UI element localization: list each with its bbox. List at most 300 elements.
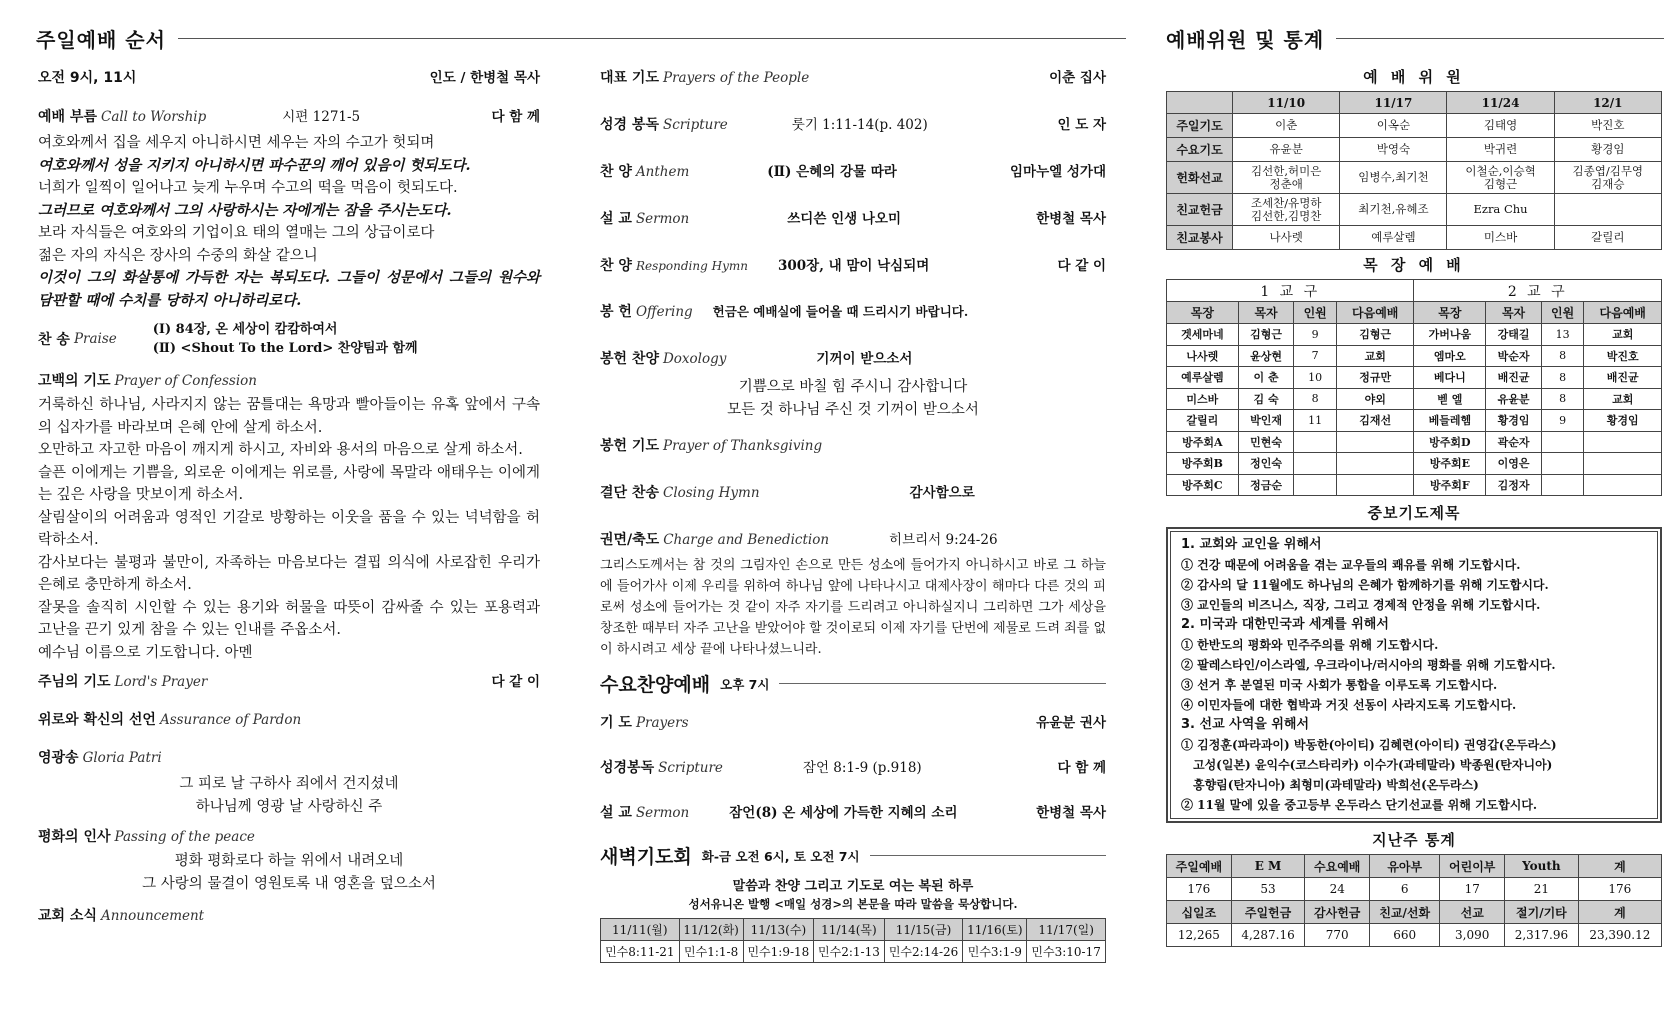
mokjang-header-cell: 목장 (1414, 302, 1486, 324)
stats-value-cell: 660 (1370, 924, 1440, 947)
mokjang-cell: 김형근 (1336, 324, 1414, 346)
call-to-worship (38, 105, 540, 126)
confession-text (38, 394, 540, 664)
doxology-text (600, 376, 1106, 421)
praise-en: Praise (73, 331, 117, 347)
mokjang-cell: 8 (1541, 367, 1584, 389)
committee-row (1167, 138, 1662, 162)
mokjang-cell (1541, 453, 1584, 475)
dawn-ref: 민수1:9-18 (743, 941, 814, 963)
mokjang-cell: 예루살렘 (1167, 367, 1239, 389)
mokjang-cell: 정금순 (1238, 474, 1294, 496)
stats-value-cell: 12,265 (1167, 924, 1232, 947)
mokjang-cell: 방주회C (1167, 474, 1239, 496)
peace-line: 그 사랑의 물결이 영원토록 내 영혼을 덮으소서 (142, 875, 436, 892)
committee-table (1166, 91, 1662, 250)
mokjang-header-cell: 목자 (1486, 302, 1542, 324)
mokjang-header-cell: 목자 (1238, 302, 1294, 324)
peace-line: 평화 평화로다 하늘 위에서 내려오네 (174, 853, 404, 869)
mokjang-cell: 벧 엘 (1414, 388, 1486, 410)
benediction (600, 528, 1106, 549)
committee-cell: 김태영 (1447, 114, 1554, 138)
committee-cell: 황경임 (1554, 138, 1661, 162)
mokjang-cell (1294, 453, 1337, 475)
stats-header-cell: E M (1231, 855, 1305, 878)
dawn-day: 11/12(화) (679, 919, 743, 941)
mokjang-cell: 9 (1541, 410, 1584, 432)
scripture (600, 113, 1106, 134)
anthem-en: Anthem (635, 164, 690, 180)
mokjang-cell: 갈릴리 (1167, 410, 1239, 432)
mokjang-cell: 정규만 (1336, 367, 1414, 389)
pray-heading: 3. 선교 사역을 위해서 (1181, 717, 1310, 732)
pray-item: 고성(일본) 윤익수(코스타리카) 이수가(과테말라) 박종원(탄자니아) (1193, 758, 1553, 772)
pray-item: ① 김정훈(파라과이) 박동한(아이티) 김혜련(아이티) 권영갑(온두라스) (1181, 738, 1557, 752)
confession-line: 살림살이의 어려움과 영적인 기갈로 방황하는 이웃을 품을 수 있는 넉넉함을 허락하소서. (38, 509, 540, 548)
gloria (38, 747, 540, 767)
mokjang-cell: 김정자 (1486, 474, 1542, 496)
confession (38, 370, 540, 390)
doxology (600, 347, 1106, 368)
mokjang-cell (1336, 474, 1414, 496)
dawn-table (600, 918, 1106, 963)
pray-heading: 2. 미국과 대한민국과 세계를 위해서 (1181, 617, 1389, 632)
mokjang-header-cell: 인원 (1541, 302, 1584, 324)
dawn-ref: 민수8:11-21 (601, 941, 680, 963)
lords-who: 다 같 이 (491, 674, 540, 690)
stats-header-cell: 어린이부 (1440, 855, 1505, 878)
call-line: 여호와께서 집을 세우지 아니하시면 세우는 자의 수고가 헛되며 (38, 135, 435, 151)
pray-box (1166, 527, 1662, 823)
doxology-en: Doxology (662, 351, 727, 367)
stats-value-cell: 17 (1440, 878, 1505, 901)
sermon-who: 한병철 목사 (1036, 211, 1106, 227)
mokjang-cell: 미스바 (1167, 388, 1239, 410)
resp-title: 300장, 내 맘이 낙심되며 (777, 258, 930, 274)
committee-role: 헌화선교 (1167, 162, 1233, 194)
mokjang-cell: 황경임 (1486, 410, 1542, 432)
sermon-ko: 설 교 (600, 211, 632, 227)
peace-en: Passing of the peace (114, 829, 255, 845)
stats-header-cell: 유아부 (1370, 855, 1440, 878)
stats-value-cell: 176 (1578, 878, 1661, 901)
scripture-en: Scripture (662, 117, 728, 133)
stats-values2 (1167, 924, 1662, 947)
mokjang-cell: 교회 (1336, 345, 1414, 367)
mokjang-headers (1167, 302, 1662, 324)
thanksgiving (600, 435, 1106, 455)
assurance-en: Assurance of Pardon (159, 712, 302, 728)
confession-line: 거룩하신 하나님, 사라지지 않는 꿈틀대는 욕망과 빨아들이는 유혹 앞에서 구속의 십자가를 바라보며 은혜 안에 살게 하소서. (38, 397, 540, 436)
stats-header-cell: 주일헌금 (1231, 901, 1305, 924)
committee-cell: 박진호 (1554, 114, 1661, 138)
doxology-ko: 봉헌 찬양 (600, 351, 659, 367)
dawn-days-row (601, 919, 1106, 941)
mokjang-cell: 나사렛 (1167, 345, 1239, 367)
mokjang-cell: 방주회A (1167, 431, 1239, 453)
call-ref: 시편 1271-5 (282, 109, 361, 125)
wed-scripture (600, 756, 1106, 777)
mokjang-body (1167, 324, 1662, 496)
pray-item: 홍향림(탄자니아) 최형미(과테말라) 박희선(온두라스) (1193, 778, 1479, 792)
dawn-day: 11/14(목) (814, 919, 885, 941)
committee-date: 12/1 (1554, 92, 1661, 114)
committee-row (1167, 114, 1662, 138)
committee-cell: 갈릴리 (1554, 226, 1661, 250)
wsermon-who: 한병철 목사 (1036, 805, 1106, 821)
stats-value-cell: 24 (1305, 878, 1370, 901)
stats-header2 (1167, 901, 1662, 924)
mokjang-cell: 배진균 (1584, 367, 1662, 389)
mokjang-cell: 교회 (1584, 388, 1662, 410)
committee-cell: Ezra Chu (1447, 194, 1554, 226)
pray-item: ② 감사의 달 11월에도 하나님의 은혜가 함께하기를 위해 기도합시다. (1181, 578, 1549, 592)
mokjang-cell: 방주회F (1414, 474, 1486, 496)
dawn-ref: 민수1:1-8 (679, 941, 743, 963)
mokjang-cell: 김 숙 (1238, 388, 1294, 410)
scripture-ko: 성경 봉독 (600, 117, 659, 133)
wsermon-en: Sermon (635, 805, 690, 821)
dawn-ref: 민수2:1-13 (814, 941, 885, 963)
wed-header (600, 670, 1106, 697)
scripture-ref: 룻기 1:11-14(p. 402) (791, 117, 928, 133)
stats-header-cell: 선교 (1440, 901, 1505, 924)
dawn-header (600, 842, 1106, 869)
mokjang-title: 목 장 예 배 (1363, 256, 1465, 274)
gu2-label: 2 교 구 (1414, 280, 1662, 302)
resp-who: 다 같 이 (1057, 258, 1106, 274)
dawn-day: 11/17(일) (1027, 919, 1106, 941)
mokjang-cell: 가버나움 (1414, 324, 1486, 346)
anthem-ko: 찬 양 (600, 164, 632, 180)
call-line: 보라 자식들은 여호와의 기업이요 태의 열매는 그의 상급이로다 (38, 225, 435, 241)
closing-en: Closing Hymn (662, 485, 760, 501)
stats-header1 (1167, 855, 1662, 878)
stats-value-cell: 6 (1370, 878, 1440, 901)
closing-title: 감사함으로 (909, 485, 975, 501)
committee-cell: 예루살렘 (1340, 226, 1447, 250)
dawn-ref: 민수2:14-26 (884, 941, 963, 963)
mokjang-header-cell: 다음예배 (1584, 302, 1662, 324)
mokjang-cell: 황경임 (1584, 410, 1662, 432)
dawn-title: 새벽기도회 (600, 846, 692, 868)
pray-title: 중보기도제목 (1367, 504, 1461, 522)
mokjang-cell: 박인재 (1238, 410, 1294, 432)
assurance (38, 709, 540, 729)
wsermon-ko: 설 교 (600, 805, 632, 821)
committee-cell: 나사렛 (1233, 226, 1340, 250)
call-line: 너희가 일찍이 일어나고 늦게 누우며 수고의 떡을 먹음이 헛되도다. (38, 180, 458, 196)
call-en: Call to Worship (100, 109, 207, 125)
pray-list (1170, 531, 1658, 819)
committee-role: 친교헌금 (1167, 194, 1233, 226)
mokjang-row (1167, 324, 1662, 346)
committee-cell: 박영숙 (1340, 138, 1447, 162)
stats-value-cell: 770 (1305, 924, 1370, 947)
service-leader: 인도 / 한병철 목사 (429, 70, 540, 86)
committee-cell: 유윤분 (1233, 138, 1340, 162)
committee-cell: 이철순,이승혁 김형근 (1447, 162, 1554, 194)
mokjang-cell: 13 (1541, 324, 1584, 346)
stats-header-cell: 친교/선화 (1370, 901, 1440, 924)
dawn-sub2: 성서유니온 발행 <매일 성경>의 본문을 따라 말씀을 묵상합니다. (688, 897, 1018, 911)
wed-rule (779, 683, 1106, 684)
gloria-text (38, 773, 540, 818)
mokjang-cell (1584, 431, 1662, 453)
stats-header-cell: Youth (1505, 855, 1579, 878)
mokjang-cell: 윤상현 (1238, 345, 1294, 367)
call-line: 젊은 자의 자식은 장사의 수중의 화살 같으니 (38, 247, 318, 264)
mokjang-header-cell: 목장 (1167, 302, 1239, 324)
pray-item: ④ 이민자들에 대한 협박과 거짓 선동이 사라지도록 기도합시다. (1181, 698, 1517, 712)
confession-line: 예수님 이름으로 기도합니다. 아멘 (38, 644, 253, 661)
mokjang-row (1167, 410, 1662, 432)
anthem (600, 160, 1106, 181)
mokjang-cell: 김재선 (1336, 410, 1414, 432)
doxology-title: 기꺼이 받으소서 (816, 351, 913, 367)
header-rule (178, 38, 1126, 39)
stats-header-cell: 십일조 (1167, 901, 1232, 924)
dawn-refs-row (601, 941, 1106, 963)
mokjang-cell: 겟세마네 (1167, 324, 1239, 346)
mokjang-cell (1541, 474, 1584, 496)
right-title: 예배위원 및 통계 (1166, 28, 1325, 52)
mokjang-cell: 배진균 (1486, 367, 1542, 389)
stats-value-cell: 4,287.16 (1231, 924, 1305, 947)
pray-heading: 1. 교회와 교인을 위해서 (1181, 537, 1322, 552)
mokjang-row (1167, 453, 1662, 475)
mokjang-cell: 베들레헴 (1414, 410, 1486, 432)
call-ko: 예배 부름 (38, 109, 97, 125)
rep-ko: 대표 기도 (600, 70, 659, 86)
pray-item: ① 건강 때문에 어려움을 겪는 교우들의 쾌유를 위해 기도합시다. (1181, 558, 1521, 572)
mokjang-cell: 8 (1541, 345, 1584, 367)
anthem-who: 임마누엘 성가대 (1010, 164, 1106, 180)
news-ko: 교회 소식 (38, 908, 97, 924)
praise-line: (Ⅱ) <Shout To the Lord> 찬양팀과 함께 (152, 341, 418, 356)
praise (38, 320, 540, 358)
bene-en: Charge and Benediction (663, 532, 830, 548)
pray-item: ② 팔레스타인/이스라엘, 우크라이나/러시아의 평화를 위해 기도합시다. (1181, 658, 1556, 672)
peace-ko: 평화의 인사 (38, 829, 111, 845)
peace (38, 826, 540, 846)
rep-en: Prayers of the People (662, 70, 810, 86)
resp-ko: 찬 양 (600, 258, 632, 274)
committee-row (1167, 226, 1662, 250)
peace-text (38, 850, 540, 895)
wprayer-who: 유윤분 권사 (1036, 715, 1106, 731)
stats-value-cell: 23,390.12 (1578, 924, 1661, 947)
middle-column (600, 66, 1106, 963)
stats-header-cell: 계 (1578, 855, 1661, 878)
committee-cell: 조세찬/유명하 김선한,김명찬 (1233, 194, 1340, 226)
mokjang-cell (1336, 453, 1414, 475)
offering-note: 헌금은 예배실에 들어올 때 드리시기 바랍니다. (712, 304, 969, 319)
committee-role: 수요기도 (1167, 138, 1233, 162)
mokjang-cell: 김형근 (1238, 324, 1294, 346)
mokjang-table (1166, 279, 1662, 496)
committee-cell: 이옥순 (1340, 114, 1447, 138)
committee-cell: 박귀련 (1447, 138, 1554, 162)
sermon-en: Sermon (635, 211, 690, 227)
wed-sermon (600, 801, 1106, 822)
bene-ref: 히브리서 9:24-26 (889, 532, 998, 548)
confession-en: Prayer of Confession (114, 373, 257, 389)
wprayer-en: Prayers (635, 715, 689, 731)
pray-item: ① 한반도의 평화와 민주주의를 위해 기도합시다. (1181, 638, 1439, 652)
mokjang-cell: 엠마오 (1414, 345, 1486, 367)
gloria-line: 그 피로 날 구하사 죄에서 건지셨네 (179, 776, 399, 792)
gloria-ko: 영광송 (38, 750, 79, 766)
committee-row (1167, 194, 1662, 226)
rep-prayer (600, 66, 1106, 87)
mokjang-cell: 10 (1294, 367, 1337, 389)
wscripture-ref: 잠언 8:1-9 (p.918) (802, 760, 922, 776)
closing-hymn (600, 481, 1106, 502)
gloria-line: 하나님께 영광 날 사랑하신 주 (195, 798, 383, 815)
mokjang-cell: 정인숙 (1238, 453, 1294, 475)
mokjang-cell (1294, 474, 1337, 496)
committee-date: 11/10 (1233, 92, 1340, 114)
committee-role: 친교봉사 (1167, 226, 1233, 250)
right-rule (1336, 38, 1664, 39)
mokjang-cell: 박진호 (1584, 345, 1662, 367)
stats-table (1166, 854, 1662, 947)
offering-en: Offering (635, 304, 693, 320)
offering-ko: 봉 헌 (600, 304, 632, 320)
mokjang-header-cell: 인원 (1294, 302, 1337, 324)
stats-value-cell: 2,317.96 (1505, 924, 1579, 947)
gu1-label: 1 교 구 (1167, 280, 1414, 302)
mokjang-cell (1584, 453, 1662, 475)
committee-cell: 미스바 (1447, 226, 1554, 250)
wsermon-title: 잠언(8) 온 세상에 가득한 지혜의 소리 (729, 805, 958, 821)
announcement (38, 905, 540, 925)
confession-line: 슬픈 이에게는 기쁨을, 외로운 이에게는 위로를, 사랑에 목말라 애태우는 이에게는 깊은 사랑을 맛보이게 하소서. (38, 464, 540, 503)
mokjang-cell: 8 (1541, 388, 1584, 410)
pray-item: ③ 교인들의 비즈니스, 직장, 그리고 경제적 안정을 위해 기도합시다. (1181, 598, 1541, 612)
mokjang-cell: 방주회D (1414, 431, 1486, 453)
wscripture-en: Scripture (658, 760, 723, 776)
confession-ko: 고백의 기도 (38, 373, 111, 389)
pray-item: ③ 선거 후 분열된 미국 사회가 통합을 이루도록 기도합시다. (1181, 678, 1498, 692)
call-line: 그러므로 여호와께서 그의 사랑하시는 자에게는 잠을 주시는도다. (38, 201, 452, 219)
mokjang-row (1167, 367, 1662, 389)
stats-header-cell: 감사헌금 (1305, 901, 1370, 924)
lords-prayer (38, 670, 540, 691)
stats-header-cell: 수요예배 (1305, 855, 1370, 878)
call-who: 다 함 께 (491, 109, 540, 125)
mokjang-row (1167, 388, 1662, 410)
mokjang-cell: 유윤분 (1486, 388, 1542, 410)
committee-title: 예 배 위 원 (1363, 68, 1465, 86)
committee-cell: 최기천,유혜조 (1340, 194, 1447, 226)
committee-cell: 이춘 (1233, 114, 1340, 138)
mokjang-cell (1541, 431, 1584, 453)
right-column (1166, 66, 1662, 947)
pray-item: ② 11월 말에 있을 중고등부 온두라스 단기선교를 위해 기도합시다. (1181, 798, 1538, 812)
committee-cell: 김종엽/김무영 김재승 (1554, 162, 1661, 194)
sermon-title: 쓰디쓴 인생 나오미 (787, 211, 901, 227)
mokjang-header-cell: 다음예배 (1336, 302, 1414, 324)
committee-role: 주일기도 (1167, 114, 1233, 138)
doxology-line: 모든 것 하나님 주신 것 기꺼이 받으소서 (727, 401, 979, 418)
doxology-line: 기쁨으로 바칠 힘 주시니 감사합니다 (738, 379, 968, 395)
anthem-title: (Ⅱ) 은혜의 강물 따라 (767, 164, 897, 180)
praise-ko: 찬 송 (38, 332, 70, 348)
confession-line: 감사보다는 불평과 불만이, 자족하는 마음보다는 결핍 의식에 사로잡힌 우리가 은혜로 충만하게 하소서. (38, 554, 540, 593)
mokjang-cell: 강태길 (1486, 324, 1542, 346)
sermon (600, 207, 1106, 228)
order-title: 주일예배 순서 (36, 28, 166, 52)
lords-ko: 주님의 기도 (38, 674, 111, 690)
assurance-ko: 위로와 확신의 선언 (38, 712, 156, 728)
left-column (38, 66, 540, 925)
mokjang-cell: 박순자 (1486, 345, 1542, 367)
wscripture-ko: 성경봉독 (600, 760, 655, 776)
stats-header-cell: 절기/기타 (1505, 901, 1579, 924)
committee-cell: 임병수,최기천 (1340, 162, 1447, 194)
wprayer-ko: 기 도 (600, 715, 632, 731)
call-line: 이것이 그의 화살통에 가득한 자는 복되도다. 그들이 성문에서 그들의 원수와 담판할 때에 수치를 당하지 아니하리로다. (38, 269, 540, 309)
lords-en: Lord's Prayer (114, 674, 208, 690)
dawn-sub1: 말씀과 찬양 그리고 기도로 여는 복된 하루 (732, 879, 974, 894)
committee-row (1167, 162, 1662, 194)
resp-en: Responding Hymn (635, 259, 748, 273)
confession-line: 잘못을 솔직히 시인할 수 있는 용기와 허물을 따뜻이 감싸줄 수 있는 포용력과 고난을 끈기 있게 참을 수 있는 인내를 주옵소서. (38, 599, 540, 638)
mokjang-row (1167, 474, 1662, 496)
dawn-day: 11/16(토) (963, 919, 1027, 941)
mokjang-cell: 야외 (1336, 388, 1414, 410)
committee-corner (1167, 92, 1233, 114)
mokjang-cell: 베다니 (1414, 367, 1486, 389)
service-time: 오전 9시, 11시 (38, 70, 137, 86)
wed-time: 오후 7시 (720, 676, 770, 692)
dawn-rule (870, 855, 1106, 856)
stats-header-cell: 계 (1578, 901, 1661, 924)
dawn-ref: 민수3:1-9 (963, 941, 1027, 963)
stats-header-cell: 주일예배 (1167, 855, 1232, 878)
mokjang-cell: 이영은 (1486, 453, 1542, 475)
scripture-who: 인 도 자 (1057, 117, 1106, 133)
confession-line: 오만하고 자고한 마음이 깨지게 하시고, 자비와 용서의 마음으로 살게 하소서. (38, 442, 523, 458)
thanks-ko: 봉헌 기도 (600, 438, 659, 454)
dawn-time: 화-금 오전 6시, 토 오전 7시 (701, 848, 860, 864)
mokjang-cell: 이 춘 (1238, 367, 1294, 389)
gloria-en: Gloria Patri (82, 750, 162, 766)
mokjang-row (1167, 431, 1662, 453)
call-line: 여호와께서 성을 지키지 아니하시면 파수꾼의 깨어 있음이 헛되도다. (38, 156, 471, 174)
committee-date: 11/17 (1340, 92, 1447, 114)
news-en: Announcement (100, 908, 205, 924)
wed-prayer (600, 711, 1106, 732)
mokjang-cell (1294, 431, 1337, 453)
stats-value-cell: 176 (1167, 878, 1232, 901)
mokjang-cell: 곽순자 (1486, 431, 1542, 453)
dawn-ref: 민수3:10-17 (1027, 941, 1106, 963)
stats-title: 지난주 통계 (1372, 831, 1456, 849)
mokjang-cell: 방주회B (1167, 453, 1239, 475)
committee-cell: 김선한,허미은 정춘애 (1233, 162, 1340, 194)
mokjang-cell (1336, 431, 1414, 453)
bene-ko: 권면/축도 (600, 532, 660, 548)
call-text (38, 132, 540, 312)
responding-hymn (600, 254, 1106, 275)
dawn-day: 11/11(월) (601, 919, 680, 941)
dawn-day: 11/15(금) (884, 919, 963, 941)
mokjang-cell: 민현숙 (1238, 431, 1294, 453)
mokjang-cell: 8 (1294, 388, 1337, 410)
